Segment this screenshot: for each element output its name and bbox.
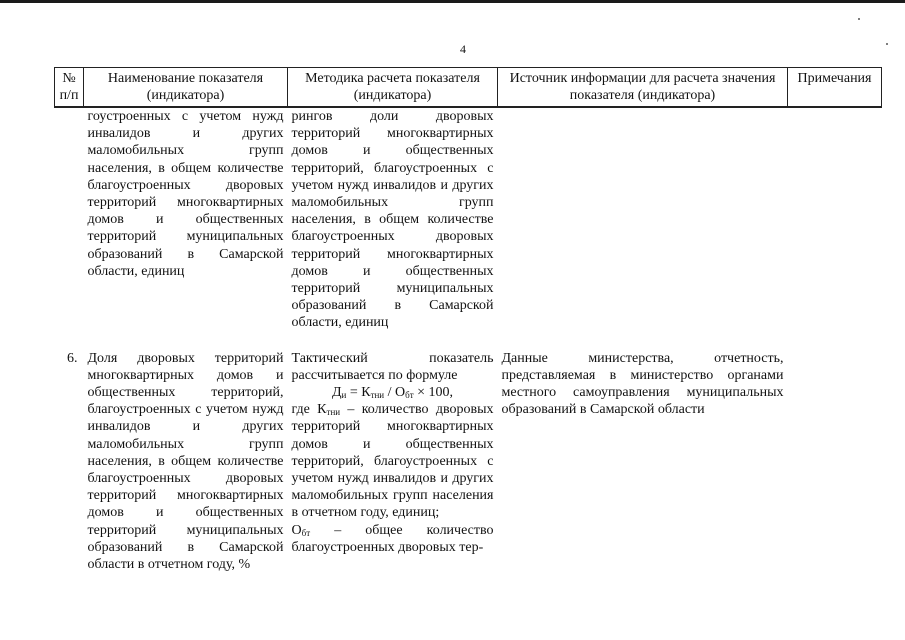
header-notes: Примечания — [788, 68, 882, 108]
formula: $Д_и = К_{тни} / О_{бт} \times 100$, — [331, 385, 454, 401]
indicator-table — [54, 67, 882, 573]
table-row-continuation — [55, 107, 882, 332]
cell-number-empty — [55, 107, 84, 332]
cell-notes — [788, 350, 882, 574]
table-header-row — [55, 68, 882, 108]
cell-row-number: 6. — [67, 350, 78, 366]
cell-notes-empty — [788, 107, 882, 332]
scan-speck — [858, 18, 860, 20]
formula-k-definition: где $К_{тни}$ – количество дворовых территорий многоквартирных домов и общественных территорий, благоустроенных с учетом нужд инвалидов и других маломобильных групп населения в отчетном году, единиц; — [291, 402, 494, 521]
formula-o-definition: $О_{бт}$ – общее количество благоустроенных дворовых тер- — [291, 522, 494, 555]
cell-source-empty — [498, 107, 788, 332]
header-information-source: Источник информации для расчета значения показателя (индикатора) — [498, 68, 788, 108]
cell-information-source: Данные министерства, отчетность, представляемая в министерство органами местного самоуправления муниципальных образований в Самарской области — [501, 350, 784, 418]
header-number: № п/п — [55, 68, 84, 108]
cell-indicator-name-continued: гоустроенных с учетом нужд инвалидов и других маломобильных групп населения, в общем количестве благоустроенных дворовых территорий многоквартирных домов и общественных территорий муниципальных образований в Самарской области, единиц — [87, 109, 284, 279]
method-intro: Тактический показатель рассчитывается по формуле — [291, 350, 494, 383]
scan-speck — [886, 43, 888, 45]
header-calculation-method: Методика расчета показателя (индикатора) — [288, 68, 498, 108]
row-spacer — [55, 332, 882, 350]
page-number: 4 — [460, 42, 466, 56]
cell-calculation-method — [288, 350, 498, 574]
header-indicator-name: Наименование показателя (индикатора) — [84, 68, 288, 108]
table-row-6 — [55, 350, 882, 574]
top-border-line — [0, 0, 905, 3]
cell-indicator-name: Доля дворовых территорий многоквартирных домов и общественных территорий, благоустроенных с учетом нужд инвалидов и других маломобильных групп населения, в общем количестве благоустроенных дворовых территорий многоквартирных домов и общественных территорий муниципальных образований в Самарской области в отчетном году, % — [87, 350, 284, 573]
cell-method-continued: рингов доли дворовых территорий многоквартирных домов и общественных территорий, благоустроенных с учетом нужд инвалидов и других маломобильных групп населения, в общем количестве благоустроенных дворовых территорий многоквартирных домов и общественных территорий муниципальных образований в Самарской области, единиц — [291, 109, 494, 331]
